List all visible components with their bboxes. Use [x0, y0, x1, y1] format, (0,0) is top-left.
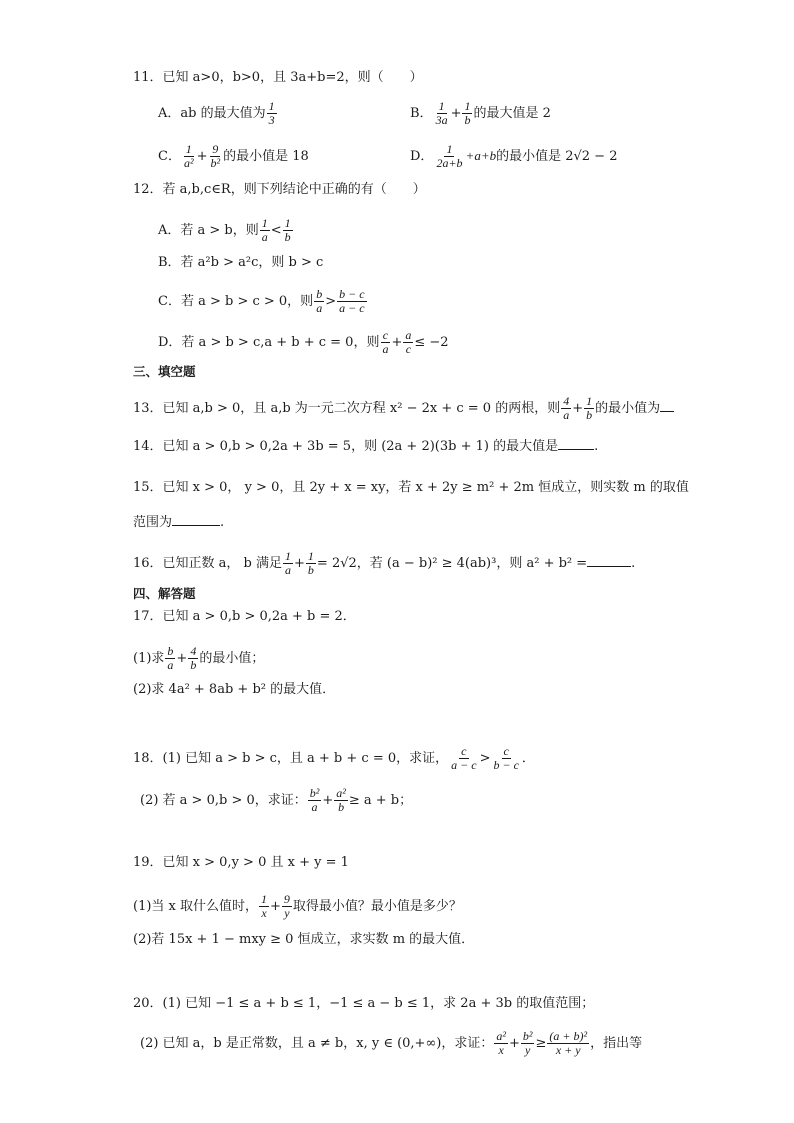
- fraction: $\frac{1}{a}$: [285, 549, 292, 577]
- question-18-part-2: (2) 若 a > 0,b > 0，求证： $\frac{\text{b²}}{a}$ + $\frac{\text{a²}}{b}$ ≥ a + b；: [140, 786, 413, 814]
- q11-option-b: B． $\frac{1}{3a}$ + $\frac{1}{b}$ 的最大值是 2: [410, 99, 551, 127]
- answer-blank[interactable]: [587, 554, 631, 567]
- question-17-stem: 17．已知 a > 0,b > 0,2a + b = 2．: [133, 609, 356, 624]
- fraction: $\frac{1}{a}$: [261, 216, 268, 244]
- fraction: $\frac{1}{\text{a²}}$: [183, 142, 194, 170]
- fraction: $\frac{a}{c}$: [405, 328, 412, 356]
- q12-option-a: A．若 a > b，则 $\frac{1}{a}$ < $\frac{1}{b}$: [158, 216, 291, 244]
- fraction: $\frac{\text{(a + b)²}}{x + y}$: [549, 1029, 588, 1057]
- question-15-line-1: 15．已知 x > 0， y > 0，且 2y + x = xy，若 x + 2y ≥ m² + 2m 恒成立，则实数 m 的取值: [133, 480, 689, 495]
- fraction: $\frac{c}{a}$: [382, 328, 389, 356]
- answer-blank[interactable]: [660, 399, 674, 412]
- q11-option-d: D． $\frac{1}{2a+b}$ +a+b的最小值是 2√2 − 2: [410, 142, 618, 170]
- fraction: $\frac{1}{3a}$: [435, 99, 448, 127]
- question-17-part-1: (1)求 $\frac{b}{a}$ + $\frac{4}{b}$ 的最小值；: [133, 644, 265, 672]
- fraction: $\frac{9}{y}$: [283, 892, 290, 920]
- question-19-part-1: (1)当 x 取什么值时， $\frac{1}{x}$ + $\frac{9}{y}$ 取得最小值？最小值是多少？: [133, 892, 462, 920]
- fraction: $\frac{4}{a}$: [563, 394, 570, 422]
- fraction: $\frac{1}{x}$: [261, 892, 268, 920]
- q12-option-c: C．若 a > b > c > 0，则 $\frac{b}{a}$ > $\frac{b - c}{a - c}$: [158, 287, 365, 315]
- fraction: $\frac{\text{a²}}{x}$: [496, 1029, 506, 1057]
- q11-option-c: C． $\frac{1}{\text{a²}}$ + $\frac{9}{\text{b²}}$ 的最小值是 18: [158, 142, 309, 170]
- fraction: $\frac{b}{a}$: [167, 644, 174, 672]
- question-11-stem: 11．已知 a>0，b>0，且 3a+b=2，则（ ）: [133, 70, 423, 85]
- fraction: $\frac{4}{b}$: [190, 644, 197, 672]
- fraction: $\frac{1}{b}$: [284, 216, 291, 244]
- question-18-part-1: 18．(1) 已知 a > b > c，且 a + b + c = 0，求证， $\frac{c}{a - c}$ > $\frac{c}{b - c}$ ．: [133, 744, 535, 772]
- fraction: $\frac{\text{b²}}{a}$: [309, 786, 320, 814]
- question-19-part-2: (2)若 15x + 1 − mxy ≥ 0 恒成立，求实数 m 的最大值．: [133, 932, 475, 947]
- fraction: $\frac{\text{b²}}{y}$: [522, 1029, 533, 1057]
- fraction: $\frac{9}{\text{b²}}$: [210, 142, 221, 170]
- fraction: $\frac{\text{a²}}{b}$: [336, 786, 346, 814]
- fraction: $\frac{b - c}{a - c}$: [339, 287, 365, 315]
- question-12-stem: 12．若 a,b,c∈R，则下列结论中正确的有（ ）: [133, 182, 426, 197]
- question-20-part-2: (2) 已知 a，b 是正常数，且 a ≠ b，x, y ∈ (0,+∞)，求证： $\frac{\text{a²}}{x}$ + $\frac{\text{b²}}{y}$ ≥ $\frac{\text{(a + b)²}}{x + y}$ ，指出等: [140, 1029, 643, 1057]
- q11-option-a: A．ab 的最大值为 $\frac{1}{3}$: [158, 99, 275, 127]
- question-16: 16．已知正数 a， b 满足 $\frac{1}{a}$ + $\frac{1}{b}$ = 2√2，若 (a − b)² ≥ 4(ab)³，则 a² + b² = .: [133, 549, 636, 577]
- fraction: $\frac{c}{b - c}$: [493, 744, 519, 772]
- q12-option-d: D．若 a > b > c,a + b + c = 0，则 $\frac{c}{a}$ + $\frac{a}{c}$ ≤ −2: [158, 328, 449, 356]
- q12-option-b: B．若 a²b > a²c，则 b > c: [158, 255, 324, 270]
- fraction: $\frac{1}{b}$: [464, 99, 471, 127]
- question-14: 14．已知 a > 0,b > 0,2a + 3b = 5，则 (2a + 2)(3b + 1) 的最大值是 .: [133, 439, 599, 454]
- fraction: $\frac{1}{3}$: [268, 99, 275, 127]
- question-13: 13．已知 a,b > 0，且 a,b 为一元二次方程 x² − 2x + c = 0 的两根，则 $\frac{4}{a}$ + $\frac{1}{b}$ 的最小值为: [133, 395, 674, 422]
- fraction: $\frac{1}{2a+b}$: [436, 142, 463, 170]
- answer-blank[interactable]: [558, 437, 594, 450]
- fraction: $\frac{b}{a}$: [316, 287, 323, 315]
- fraction: $\frac{1}{b}$: [307, 549, 314, 577]
- question-15-line-2: 范围为 .: [133, 515, 225, 530]
- fraction: $\frac{c}{a - c}$: [451, 744, 477, 772]
- question-19-stem: 19．已知 x > 0,y > 0 且 x + y = 1: [133, 855, 349, 870]
- section-heading-fill-in: 三、填空题: [133, 364, 196, 379]
- question-20-part-1: 20．(1) 已知 −1 ≤ a + b ≤ 1，−1 ≤ a − b ≤ 1，求 2a + 3b 的取值范围；: [133, 996, 595, 1011]
- section-heading-solutions: 四、解答题: [133, 586, 196, 601]
- question-17-part-2: (2)求 4a² + 8ab + b² 的最大值．: [133, 682, 336, 697]
- fraction: $\frac{1}{b}$: [586, 394, 593, 422]
- answer-blank[interactable]: [172, 513, 220, 526]
